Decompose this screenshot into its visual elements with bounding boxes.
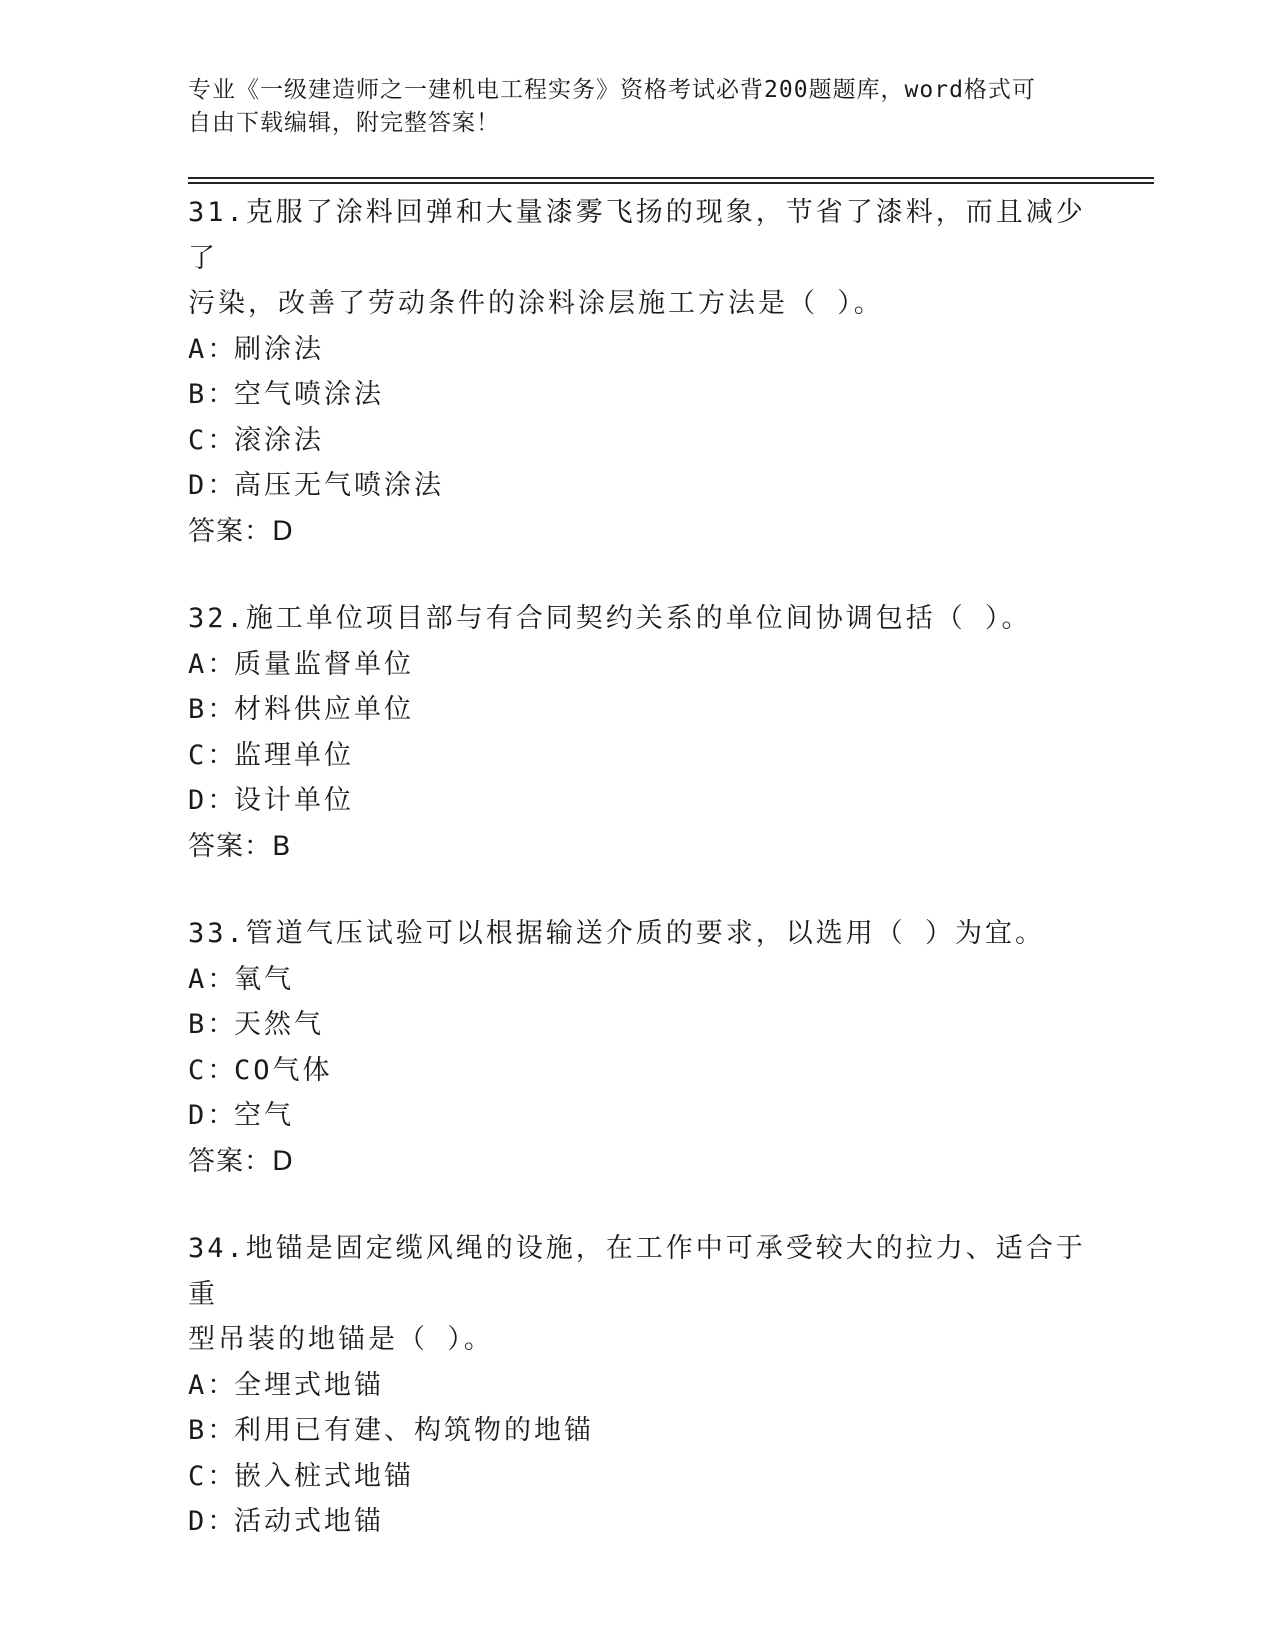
option-letter: A： — [188, 333, 238, 365]
option-a — [188, 1363, 1088, 1409]
option-d — [188, 463, 1088, 509]
question-stem-line: 污染，改善了劳动条件的涂料涂层施工方法是（ ）。 — [188, 288, 884, 319]
option-d — [188, 1499, 1088, 1545]
option-letter: B： — [188, 1415, 238, 1446]
option-b — [188, 372, 1088, 418]
question-stem-line: 32.施工单位项目部与有合同契约关系的单位间协调包括（ ）。 — [188, 603, 1032, 634]
option-letter: D： — [188, 1506, 238, 1537]
option-letter: A： — [188, 963, 238, 995]
header-divider-bottom — [188, 182, 1154, 184]
question-34 — [188, 1226, 1088, 1545]
header-line-2: 自由下载编辑，附完整答案！ — [188, 110, 500, 136]
option-a — [188, 642, 1088, 688]
option-letter: A： — [188, 648, 238, 680]
question-list — [188, 190, 1088, 1587]
option-text: 空气喷涂法 — [234, 379, 384, 410]
question-stem-line: 33.管道气压试验可以根据输送介质的要求，以选用（ ）为宜。 — [188, 918, 1046, 949]
header-divider-top — [188, 177, 1154, 179]
question-stem — [188, 596, 1088, 642]
question-stem-line: 34.地锚是固定缆风绳的设施，在工作中可承受较大的拉力、适合于重 — [188, 1233, 1086, 1310]
option-d — [188, 778, 1088, 824]
question-33 — [188, 911, 1088, 1184]
option-text: 嵌入桩式地锚 — [234, 1460, 414, 1492]
option-text: 滚涂法 — [234, 424, 324, 456]
option-text: 空气 — [234, 1100, 294, 1131]
answer-line: 答案：B — [188, 830, 292, 862]
option-c — [188, 1048, 1088, 1094]
option-c — [188, 733, 1088, 779]
answer-line: 答案：D — [188, 1145, 294, 1177]
answer-line: 答案：D — [188, 515, 294, 547]
option-letter: C： — [188, 1054, 238, 1086]
option-a — [188, 957, 1088, 1003]
question-32 — [188, 596, 1088, 869]
option-c — [188, 418, 1088, 464]
option-text: 天然气 — [234, 1009, 324, 1040]
question-stem-line: 31.克服了涂料回弹和大量漆雾飞扬的现象，节省了漆料，而且减少了 — [188, 197, 1086, 274]
option-letter: D： — [188, 785, 238, 816]
option-letter: A： — [188, 1369, 238, 1401]
option-text: 刷涂法 — [234, 333, 324, 365]
option-text: 活动式地锚 — [234, 1506, 384, 1537]
option-text: 利用已有建、构筑物的地锚 — [234, 1415, 594, 1446]
option-letter: D： — [188, 470, 238, 501]
option-b — [188, 687, 1088, 733]
option-c — [188, 1454, 1088, 1500]
option-text: 高压无气喷涂法 — [234, 470, 444, 501]
option-text: CO气体 — [234, 1054, 333, 1086]
option-text: 氧气 — [234, 963, 294, 995]
document-header — [188, 74, 1068, 140]
option-text: 材料供应单位 — [234, 694, 414, 725]
option-text: 监理单位 — [234, 739, 354, 771]
option-letter: B： — [188, 1009, 238, 1040]
question-stem-line: 型吊装的地锚是（ ）。 — [188, 1324, 494, 1355]
option-letter: D： — [188, 1100, 238, 1131]
option-text: 质量监督单位 — [234, 648, 414, 680]
question-stem — [188, 1226, 1088, 1363]
option-letter: B： — [188, 379, 238, 410]
option-letter: C： — [188, 424, 238, 456]
option-b — [188, 1408, 1088, 1454]
option-letter: C： — [188, 1460, 238, 1492]
header-line-1: 专业《一级建造师之一建机电工程实务》资格考试必背200题题库，word格式可 — [188, 77, 1036, 103]
question-31 — [188, 190, 1088, 554]
question-stem — [188, 190, 1088, 327]
option-a — [188, 327, 1088, 373]
option-letter: C： — [188, 739, 238, 771]
option-letter: B： — [188, 694, 238, 725]
option-text: 设计单位 — [234, 785, 354, 816]
option-text: 全埋式地锚 — [234, 1369, 384, 1401]
option-b — [188, 1002, 1088, 1048]
question-stem — [188, 911, 1088, 957]
option-d — [188, 1093, 1088, 1139]
